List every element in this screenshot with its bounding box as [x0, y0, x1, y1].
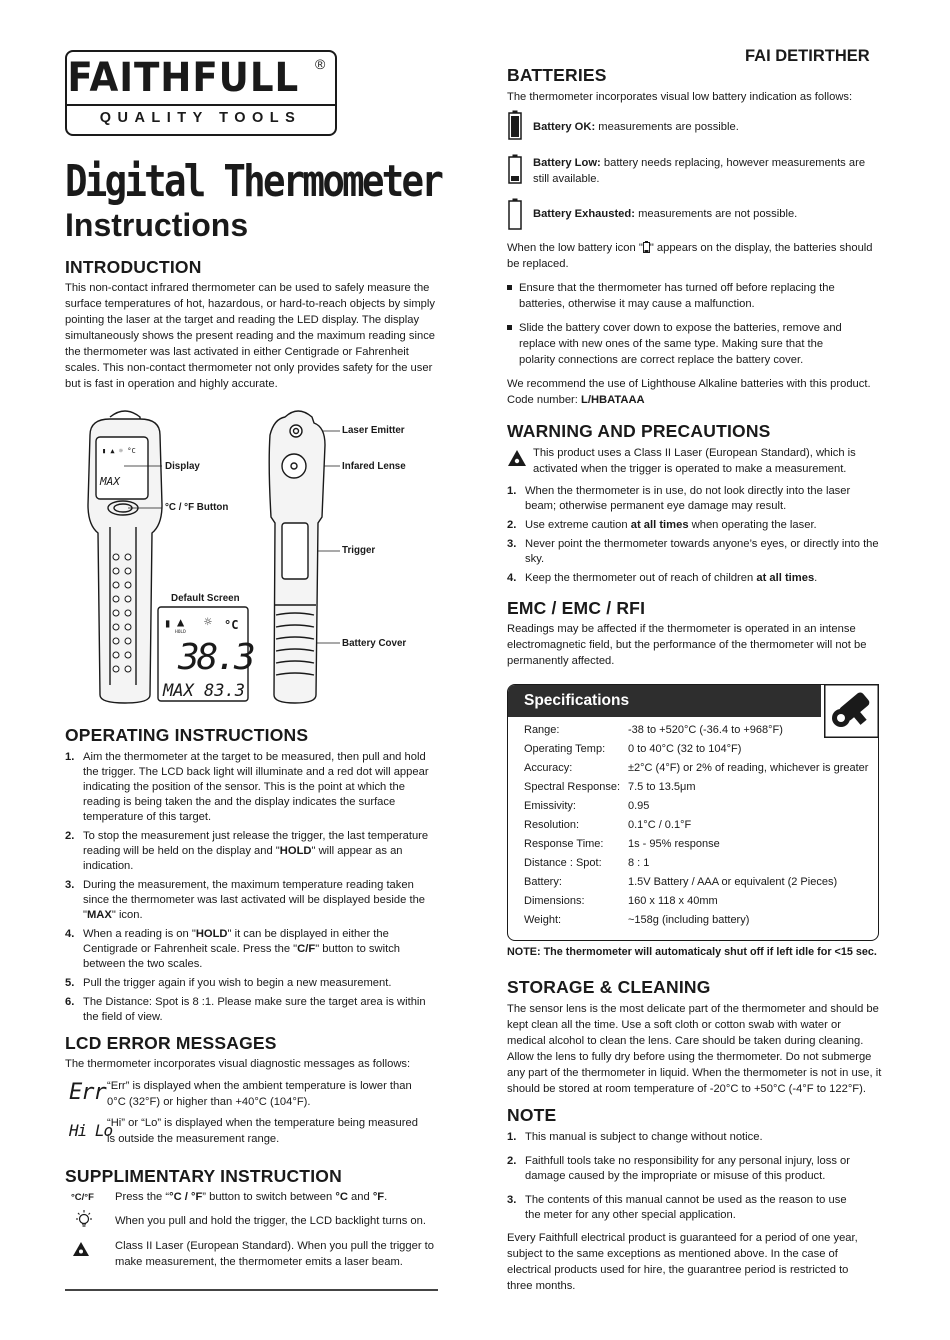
specifications-heading: Specifications: [508, 685, 821, 717]
warning-list: [507, 484, 879, 590]
operating-list: [65, 750, 438, 1029]
storage-heading: STORAGE & CLEANING: [507, 977, 711, 997]
specs-note: NOTE: The thermometer will automaticaly shut off if left idle for <15 sec.: [507, 946, 877, 958]
logo-brand: FAITHFULL: [67, 55, 300, 101]
battery-exhausted-text: Battery Exhausted: measurements are not possible.: [533, 208, 798, 220]
battery-ok-icon: [508, 110, 522, 140]
warning-laser-text: This product uses a Class II Laser (European Standard), which is activated when the trigger is operated to make a measurement.: [533, 447, 856, 475]
hilo-text: “Hi” or “Lo” is displayed when the temperature being measured is outside the measurement range.: [107, 1117, 418, 1145]
hilo-icon: Hi Lo: [69, 1121, 113, 1140]
logo-tagline: QUALITY TOOLS: [99, 110, 302, 126]
battery-low-icon: [508, 154, 522, 184]
battery-exhausted-icon: [508, 198, 522, 230]
battery-code: Code number: L/HBATAAA: [507, 394, 645, 406]
list-item: 4. Keep the thermometer out of reach of children at all times.: [507, 572, 818, 584]
supplementary-backlight-text: When you pull and hold the trigger, the LCD backlight turns on.: [115, 1215, 426, 1227]
warning-heading: WARNING AND PRECAUTIONS: [507, 421, 771, 441]
lcd-errors-heading: LCD ERROR MESSAGES: [65, 1033, 277, 1053]
battery-bullets: [507, 280, 847, 376]
emc-heading: EMC / EMC / RFI: [507, 598, 646, 618]
thermometer-gun-icon: [824, 684, 879, 738]
screen-hold-label: HOLD: [175, 630, 186, 635]
list-item: 6. The Distance: Spot is 8 :1. Please make sure the target area is within the field of view.: [65, 996, 426, 1023]
left-bottom-divider: [65, 1289, 438, 1291]
svg-text:▮: ▮: [164, 616, 172, 630]
default-screen: [158, 607, 254, 701]
logo-registered-mark: ®: [315, 56, 326, 72]
svg-text:▮ ▲ ☼ °C: ▮ ▲ ☼ °C: [102, 447, 136, 455]
screen-unit: °C: [224, 618, 239, 632]
label-battery-cover: Battery Cover: [342, 638, 407, 649]
list-item: Slide the battery cover down to expose the batteries, remove and replace with new ones of the same type. Making sure that the polarity connections are correct replace the battery cover.: [507, 320, 847, 368]
lcd-errors-intro: The thermometer incorporates visual diagnostic messages as follows:: [65, 1058, 411, 1070]
list-item: 4. When a reading is on "HOLD" it can be displayed in either the Centigrade or Fahrenheit scale. Press the "C/F" button to switch between the two scales.: [65, 928, 401, 970]
label-infrared-lens: Infared Lense: [342, 461, 406, 472]
list-item: 1. This manual is subject to change without notice.: [507, 1131, 763, 1143]
err-icon: Err: [69, 1080, 106, 1105]
list-item: 5. Pull the trigger again if you wish to begin a new measurement.: [65, 977, 392, 989]
side-view-device: [269, 411, 325, 703]
list-item: 2. Faithfull tools take no responsibility for any personal injury, loss or damage caused by the impropriate or misuse of this product.: [507, 1155, 851, 1182]
cf-icon: °C/°F: [71, 1192, 94, 1203]
list-item: 2. To stop the measurement just release the trigger, the last temperature reading will be held on the display and "HOLD" will appear as an indication.: [65, 830, 429, 872]
warning-laser-icon: [507, 449, 527, 467]
list-item: 1. Aim the thermometer at the target to be measured, then pull and hold the trigger. The LCD back light will illuminate and a red dot will appear indicating the position of the sensor. This is the point at which the reading is being taken the and the display indicates the surface temperature of this target.: [65, 751, 429, 823]
introduction-text: This non-contact infrared thermometer can be used to safely measure the surface temperatures of hot, hazardous, or hard-to-reach objects by simply pointing the laser at the target and reading the LED display. The display simultaneously shows the present reading and the maximum reading since the thermometer was last activated in either Centigrade or Fahrenheit scales. This non-contact thermometer not only provides safety for the user but is fast in operation and highly accurate.: [65, 282, 436, 390]
faithfull-logo: [65, 50, 337, 136]
list-item: 3. Never point the thermometer towards anyone’s eyes, or directly into the sky.: [507, 538, 879, 565]
low-battery-inline-icon: [643, 241, 650, 253]
list-item: 1. When the thermometer is in use, do not look directly into the laser beam; otherwise permanent eye damage may result.: [507, 485, 851, 512]
screen-max-value: 83.3: [204, 681, 245, 701]
document-code: FAI DETIRTHER: [745, 47, 870, 65]
backlight-icon: [72, 1208, 96, 1232]
introduction-heading: INTRODUCTION: [65, 257, 202, 277]
specifications-box: Specifications Range: -38 to +520°C (-36.4 to +968°F) Operating Temp: 0 to 40°C (32 to 104°F) Accuracy: ±2°C (4°F) or 2% of reading, whichever is greater Spectral Response: 7.5 to 13.5μm Emissivity: 0.95 Resolution: 0.1°C / 0.1°F Response Time: 1s - 95% response Distance : Spot: 8 : 1 Battery: 1.5V Battery / AAA or equivalent (2 Pieces) Dimensions: 160 x 118 x 40mm Weight: ~158g (including battery): [507, 684, 879, 941]
note-heading: NOTE: [507, 1105, 557, 1125]
operating-heading: OPERATING INSTRUCTIONS: [65, 725, 309, 745]
low-battery-icon-text: When the low battery icon " " appears on the display, the batteries should be replaced.: [507, 242, 873, 270]
batteries-intro: The thermometer incorporates visual low battery indication as follows:: [507, 91, 853, 103]
batteries-heading: BATTERIES: [507, 65, 607, 85]
label-trigger: Trigger: [342, 545, 376, 556]
list-item: 3. During the measurement, the maximum temperature reading taken since the thermometer was last activated will be displayed beside the "MAX" icon.: [65, 879, 426, 921]
label-display: Display: [165, 461, 200, 472]
supplementary-laser-text: Class II Laser (European Standard). When you pull the trigger to make measurement, the thermometer emits a laser beam.: [115, 1240, 435, 1268]
guarantee-text: Every Faithfull electrical product is guaranteed for a period of one year, subject to the same exceptions as mentioned above. In the case of electrical products used for hire, the guarantree period is restricted to three months.: [507, 1232, 858, 1292]
storage-text: The sensor lens is the most delicate part of the thermometer and should be kept clean all the time. Use a soft cloth or cotton swab with water or medical alcohol to clean the lens. Care should be taken during cleaning. Allow the lens to fully dry before using the thermometer. Do not submerge any part of the thermometer in liquid. When the thermometer is not in use, it should be stored at room temperature of -20°C to +50°C (-4°F to 122°F).: [507, 1003, 882, 1095]
screen-reading: 38.3: [178, 637, 253, 678]
laser-warning-icon: [72, 1241, 90, 1257]
note-list: [507, 1130, 857, 1227]
err-text: “Err” is displayed when the ambient temperature is lower than 0°C (32°F) or higher than +40°C (104°F).: [107, 1080, 412, 1108]
logo-divider: [67, 104, 335, 106]
svg-text:☼: ☼: [204, 615, 212, 630]
screen-max-label: MAX: [163, 681, 194, 701]
supplementary-heading: SUPPLIMENTARY INSTRUCTION: [65, 1166, 342, 1186]
page-subtitle: Instructions: [65, 207, 249, 243]
list-item: Ensure that the thermometer has turned off before replacing the batteries, otherwise it may cause a malfunction.: [507, 280, 847, 312]
svg-text:▲: ▲: [177, 615, 185, 629]
battery-ok-text: Battery OK: measurements are possible.: [533, 121, 739, 133]
battery-low-text: Battery Low: battery needs replacing, however measurements are still available.: [533, 157, 866, 185]
page-title: Digital Thermometer: [65, 156, 442, 207]
list-item: 2. Use extreme caution at all times when operating the laser.: [507, 519, 817, 531]
label-laser-emitter: Laser Emitter: [342, 425, 405, 436]
emc-text: Readings may be affected if the thermometer is operated in an intense electromagnetic field, but the performance of the thermometer will not be permanently affected.: [507, 623, 867, 667]
supplementary-cf-text: Press the “°C / °F” button to switch between °C and °F.: [115, 1191, 388, 1203]
label-default-screen: Default Screen: [171, 593, 240, 604]
list-item: 3. The contents of this manual cannot be used as the reason to use the meter for any other special application.: [507, 1194, 847, 1221]
label-cf-button: °C / °F Button: [165, 502, 229, 513]
battery-recommendation: We recommend the use of Lighthouse Alkaline batteries with this product.: [507, 378, 871, 390]
mini-screen-max: MAX: [100, 475, 120, 488]
